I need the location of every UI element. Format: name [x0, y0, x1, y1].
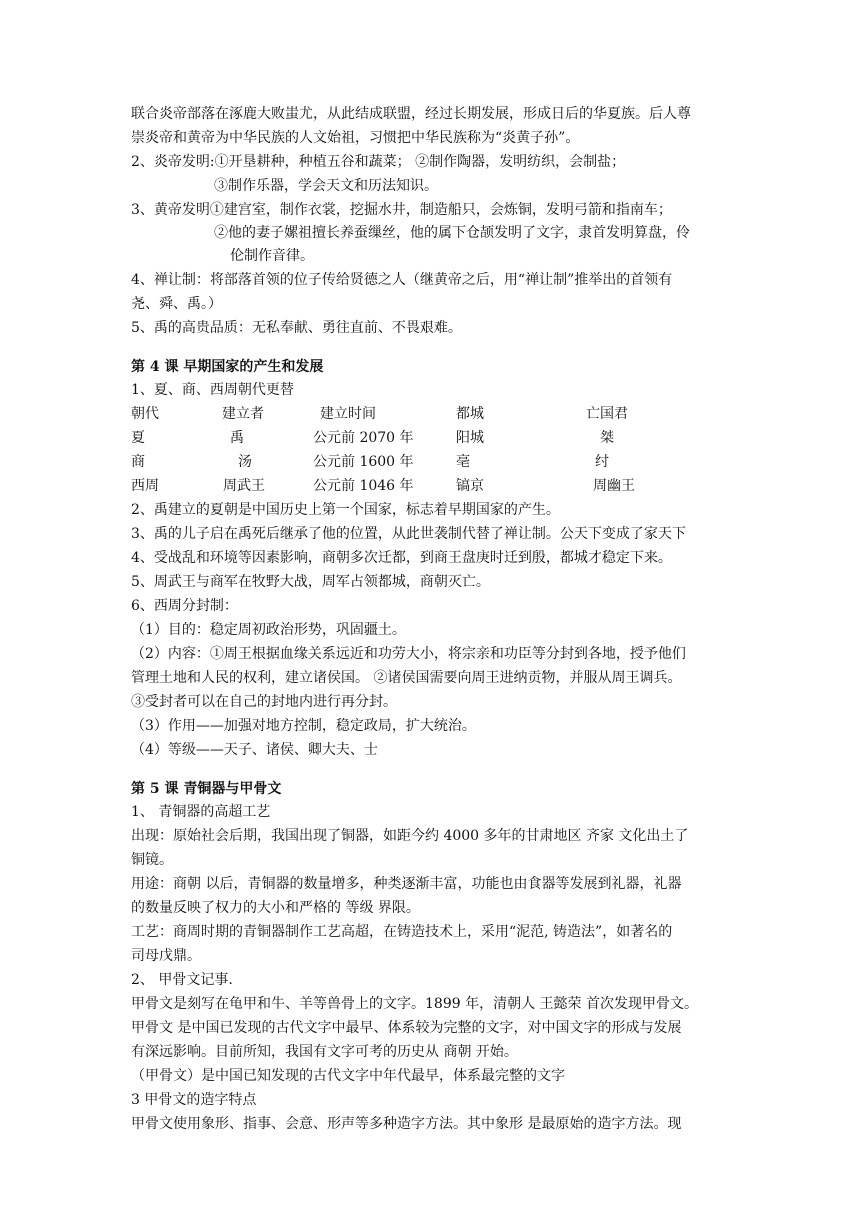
table-cell: 西周: [131, 478, 159, 494]
table-header-cell: 都城: [456, 406, 484, 422]
sub-item-continuation: 管理土地和人民的权利，建立诸侯国。 ②诸侯国需要向周王进纳贡物，并服从周王调兵。: [131, 670, 682, 686]
table-cell: 公元前 1600 年: [313, 454, 414, 470]
lesson-heading: 第 4 课 早期国家的产生和发展: [131, 359, 324, 375]
paragraph-line: 甲骨文使用象形、指事、会意、形声等多种造字方法。其中象形 是最原始的造字方法。现: [131, 1116, 682, 1132]
list-item: 4、禅让制：将部落首领的位子传给贤德之人（继黄帝之后，用“禅让制”推举出的首领有: [131, 272, 673, 288]
lesson-heading: 第 5 课 青铜器与甲骨文: [131, 781, 282, 797]
list-item: 5、禹的高贵品质：无私奉献、勇往直前、不畏艰难。: [131, 320, 462, 336]
list-item: 2、炎帝发明:①开垦耕种，种植五谷和蔬菜； ②制作陶器，发明纺织，会制盐；: [131, 154, 626, 170]
list-item: 5、周武王与商军在牧野大战，周军占领都城，商朝灭亡。: [131, 574, 490, 590]
list-item: 3 甲骨文的造字特点: [131, 1092, 257, 1108]
list-item-continuation: 尧、舜、禹。）: [131, 296, 222, 312]
table-header-cell: 亡国君: [586, 406, 628, 422]
table-header-cell: 建立时间: [320, 406, 376, 422]
table-cell: 商: [131, 454, 145, 470]
paragraph-line: 联合炎帝部落在涿鹿大败蚩尤，从此结成联盟，经过长期发展，形成日后的华夏族。后人尊: [131, 106, 691, 122]
table-cell: 周幽王: [593, 478, 635, 494]
list-item: 1、 青铜器的高超工艺: [131, 804, 271, 820]
list-item: 3、黄帝发明①建宫室，制作衣裳，挖掘水井，制造船只，会炼铜，发明弓箭和指南车；: [131, 202, 672, 218]
paragraph-line: （甲骨文）是中国已知发现的古代文字中年代最早，体系最完整的文字: [131, 1068, 565, 1084]
table-cell: 桀: [600, 430, 614, 446]
paragraph-line: 司母戊鼎。: [131, 948, 201, 964]
paragraph-line: 工艺：商周时期的青铜器制作工艺高超，在铸造技术上，采用“泥范, 铸造法”，如著名的: [131, 924, 673, 940]
table-cell: 汤: [238, 454, 252, 470]
list-item-continuation: ③制作乐器，学会天文和历法知识。: [214, 178, 438, 194]
table-cell: 镐京: [456, 478, 484, 494]
sub-item: （3）作用——加强对地方控制，稳定政局，扩大统治。: [131, 718, 476, 734]
sub-item: （4）等级——天子、诸侯、卿大夫、士: [131, 742, 378, 758]
list-item-continuation: 伦制作音律。: [230, 248, 314, 264]
sub-item: （2）内容：①周王根据血缘关系远近和功劳大小，将宗亲和功臣等分封到各地，授予他们: [131, 646, 686, 662]
list-item: 1、夏、商、西周朝代更替: [131, 382, 294, 398]
list-item: 6、西周分封制：: [131, 598, 238, 614]
table-cell: 公元前 2070 年: [313, 430, 414, 446]
list-item: 2、 甲骨文记事.: [131, 972, 233, 988]
paragraph-line: 的数量反映了权力的大小和严格的 等级 界限。: [131, 900, 420, 916]
list-item: 4、受战乱和环境等因素影响，商朝多次迁都，到商王盘庚时迁到殷，都城才稳定下来。: [131, 550, 672, 566]
list-item-continuation: ②他的妻子嫘祖擅长养蚕缫丝，他的属下仓颉发明了文字，隶首发明算盘，伶: [214, 225, 690, 241]
paragraph-line: 崇炎帝和黄帝为中华民族的人文始祖，习惯把中华民族称为“炎黄子孙”。: [131, 130, 580, 146]
list-item: 2、禹建立的夏朝是中国历史上第一个国家，标志着早期国家的产生。: [131, 502, 560, 518]
sub-item: （1）目的：稳定周初政治形势，巩固疆土。: [131, 622, 406, 638]
table-cell: 公元前 1046 年: [313, 478, 414, 494]
paragraph-line: 有深远影响。目前所知，我国有文字可考的历史从 商朝 开始。: [131, 1044, 518, 1060]
table-cell: 亳: [456, 454, 470, 470]
sub-item-continuation: ③受封者可以在自己的封地内进行再分封。: [131, 694, 397, 710]
table-cell: 周武王: [223, 478, 265, 494]
list-item: 3、禹的儿子启在禹死后继承了他的位置，从此世袭制代替了禅让制。公天下变成了家天下: [131, 526, 686, 542]
table-cell: 纣: [595, 454, 609, 470]
table-cell: 夏: [131, 430, 145, 446]
table-header-cell: 朝代: [131, 406, 159, 422]
paragraph-line: 甲骨文是刻写在龟甲和牛、羊等兽骨上的文字。1899 年，清朝人 王懿荣 首次发现甲骨文。: [131, 996, 698, 1012]
paragraph-line: 铜镜。: [131, 852, 173, 868]
paragraph-line: 甲骨文 是中国已发现的古代文字中最早、体系较为完整的文字，对中国文字的形成与发展: [131, 1020, 682, 1036]
table-cell: 阳城: [456, 430, 484, 446]
table-header-cell: 建立者: [222, 406, 264, 422]
table-cell: 禹: [230, 430, 244, 446]
paragraph-line: 用途：商朝 以后，青铜器的数量增多，种类逐渐丰富，功能也由食器等发展到礼器，礼器: [131, 876, 682, 892]
paragraph-line: 出现：原始社会后期，我国出现了铜器，如距今约 4000 多年的甘肃地区 齐家 文化出土了: [131, 828, 689, 844]
